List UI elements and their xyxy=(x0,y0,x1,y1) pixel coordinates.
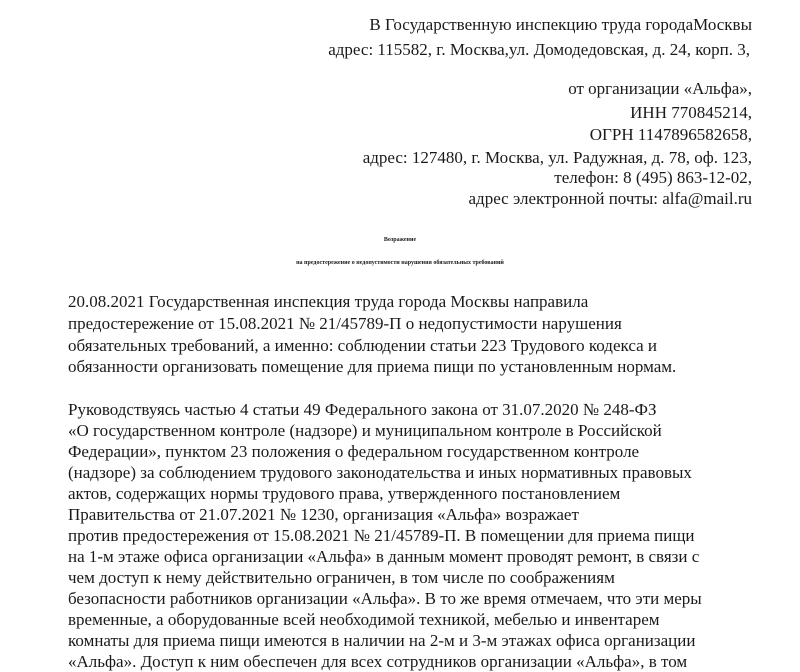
sender-phone: телефон: 8 (495) 863-12-02, xyxy=(554,168,752,187)
sender-organization: от организации «Альфа», xyxy=(568,79,752,98)
text-line: «О государственном контроле (надзоре) и муниципальном контроле в Российской xyxy=(68,421,662,440)
text-line: обязанности организовать помещение для приема пищи по установленным нормам. xyxy=(68,357,677,376)
text-line: обязательных требований, а именно: соблюдении статьи 223 Трудового кодекса и xyxy=(68,336,657,355)
text-line: безопасности работников организации «Альфа». В то же время отмечаем, что эти меры xyxy=(68,589,702,608)
recipient-line: В Государственную инспекцию труда городаМосквы xyxy=(369,15,752,34)
text-line: против предостережения от 15.08.2021 № 21/45789-П. В помещении для приема пищи xyxy=(68,526,695,545)
text-line: 20.08.2021 Государственная инспекция труда города Москвы направила xyxy=(68,292,589,311)
text-line: Федерации», пунктом 23 положения о федеральном государственном контроле xyxy=(68,442,640,461)
sender-address: адрес: 127480, г. Москва, ул. Радужная, д. 78, оф. 123, xyxy=(362,148,752,167)
text-line: предостережение от 15.08.2021 № 21/45789-П о недопустимости нарушения xyxy=(68,314,622,333)
sender-email: адрес электронной почты: alfa@mail.ru xyxy=(468,189,752,208)
document-subtitle: на предостережение о недопустимости нарушения обязательных требований xyxy=(296,260,504,266)
text-line: Правительства от 21.07.2021 № 1230, организация «Альфа» возражает xyxy=(68,505,579,524)
recipient-address: адрес: 115582, г. Москва,ул. Домодедовская, д. 24, корп. 3, xyxy=(328,40,750,59)
text-line: (надзоре) за соблюдением трудового законодательства и иных нормативных правовых xyxy=(68,463,692,482)
text-line: чем доступ к нему действительно ограничен, в том числе по соображениям xyxy=(68,568,615,587)
text-line: на 1-м этаже офиса организации «Альфа» в данным момент проводят ремонт, в связи с xyxy=(68,547,700,566)
text-line: Руководствуясь частью 4 статьи 49 Федерального закона от 31.07.2020 № 248-ФЗ xyxy=(68,400,657,419)
sender-ogrn: ОГРН 1147896582658, xyxy=(589,125,752,144)
text-line: временные, а оборудованные всей необходимой техникой, мебелью и инвентарем xyxy=(68,610,660,629)
text-line: комнаты для приема пищи имеются в наличии на 2-м и 3-м этажах офиса организации xyxy=(68,631,696,650)
sender-inn: ИНН 770845214, xyxy=(630,103,752,122)
text-line: «Альфа». Доступ к ним обеспечен для всех сотрудников организации «Альфа», в том xyxy=(68,652,688,671)
text-line: актов, содержащих нормы трудового права, утвержденного постановлением xyxy=(68,484,621,503)
document-title: Возражение xyxy=(383,237,417,243)
